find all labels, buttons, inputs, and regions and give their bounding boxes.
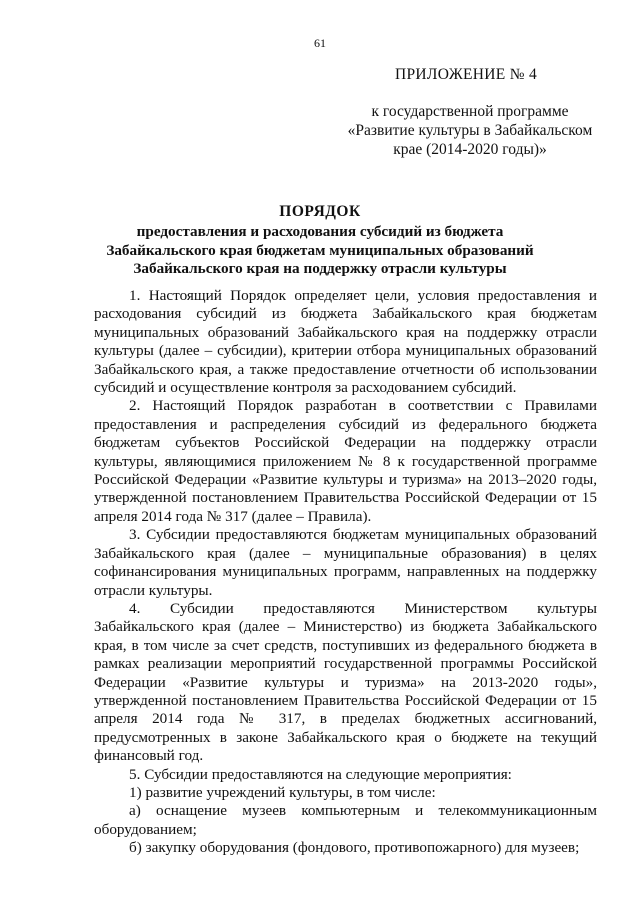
appendix-title: ПРИЛОЖЕНИЕ № 4 <box>395 66 538 83</box>
appendix-reference <box>340 102 600 159</box>
appendix-line: «Развитие культуры в Забайкальском <box>347 122 593 139</box>
paragraph-3: 3. Субсидии предоставляются бюджетам муниципальных образований Забайкальского края (далее – муниципальные образования) в целях софинансирования муниципальных программ, направленных на поддержку отрасли культуры. <box>94 526 597 599</box>
document-body <box>94 287 597 858</box>
document-title: ПОРЯДОК <box>279 203 361 220</box>
appendix-line: к государственной программе <box>371 103 569 120</box>
list-item-1a: а) оснащение музеев компьютерным и телекоммуникационным оборудованием; <box>94 802 597 838</box>
list-item-1: 1) развитие учреждений культуры, в том числе: <box>129 783 436 801</box>
list-item-1b: б) закупку оборудования (фондового, противопожарного) для музеев; <box>129 839 580 857</box>
page-number: 61 <box>314 36 326 50</box>
document-subtitle: предоставления и расходования субсидий из бюджета Забайкальского края бюджетам муниципальных образований Забайкальского края на поддержку отрасли культуры <box>106 223 534 277</box>
paragraph-5: 5. Субсидии предоставляются на следующие мероприятия: <box>129 765 512 783</box>
paragraph-1: 1. Настоящий Порядок определяет цели, условия предоставления и расходования субсидий из бюджета Забайкальского края бюджетам муниципальных образований Забайкальского края на поддержку отрасли культуры (далее – субсидии), критерии отбора муниципальных образований Забайкальского края, а также предоставление отчетности об использовании субсидий и осуществление контроля за расходованием субсидий. <box>94 287 597 397</box>
paragraph-2: 2. Настоящий Порядок разработан в соответствии с Правилами предоставления и распределения субсидий из федерального бюджета бюджетам субъектов Российской Федерации на поддержку отрасли культуры, являющимися приложением № 8 к государственной программе Российской Федерации «Развитие культуры и туризма» на 2013–2020 годы, утвержденной постановлением Правительства Российской Федерации от 15 апреля 2014 года № 317 (далее – Правила). <box>94 397 597 525</box>
paragraph-4: 4. Субсидии предоставляются Министерством культуры Забайкальского края (далее – Министерство) из бюджета Забайкальского края, в том числе за счет средств, поступивших из федерального бюджета в рамках реализации мероприятий государственной программы Российской Федерации «Развитие культуры и туризма» на 2013-2020 годы», утвержденной постановлением Правительства Российской Федерации от 15 апреля 2014 года № 317, в пределах бюджетных ассигнований, предусмотренных в законе Забайкальского края о бюджете на текущий финансовый год. <box>94 599 597 765</box>
appendix-line: крае (2014-2020 годы)» <box>393 141 547 158</box>
